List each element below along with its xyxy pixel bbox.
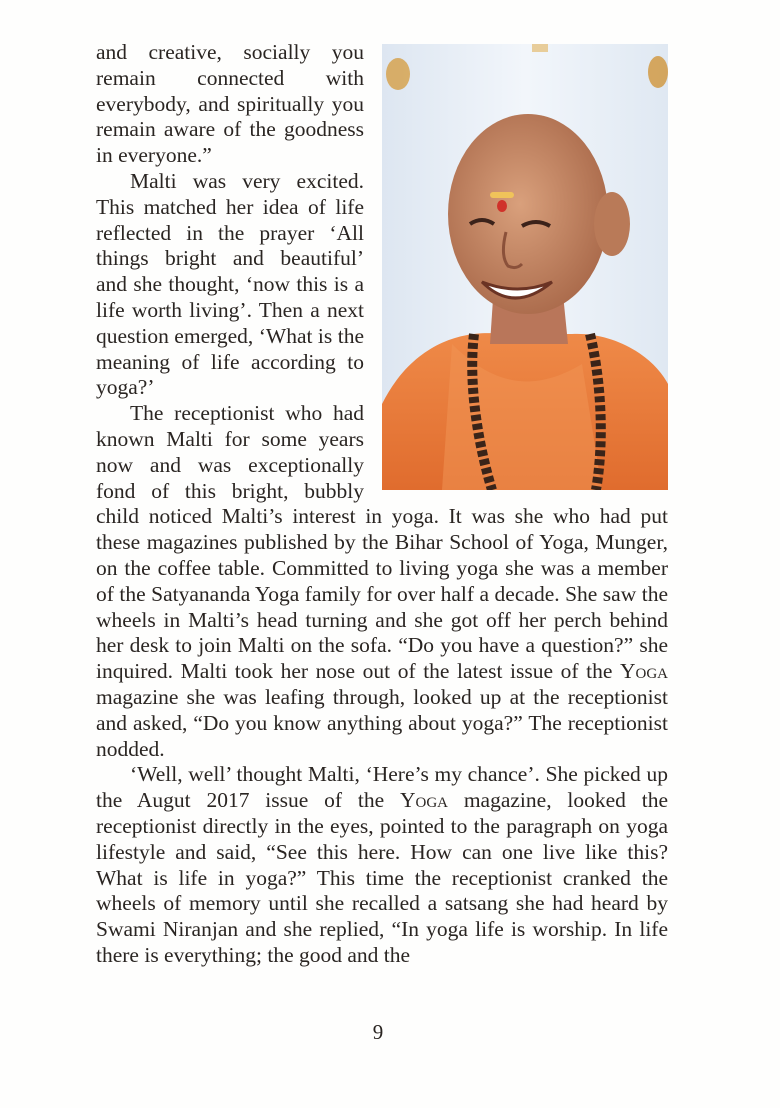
paragraph-4-part-2: magazine, looked the receptionist directly in the eyes, pointed to the paragraph on yoga lifestyle and said, “See this here. How can one live like this? What is life in yoga?” This time the receptionist cranked the wheels of memory until she recalled a satsang she had heard by Swami Niranjan and she replied, “In yoga life is worship. In life there is everything; the good and the	[96, 788, 669, 967]
paragraph-2: Malti was very excited. This matched her idea of life reflected in the prayer ‘All things bright and beautiful’ and she thought, ‘now this is a life worth living’. Then a next question emerged, ‘What is the meaning of life according to yoga?’	[96, 168, 364, 400]
page-number: 9	[372, 1020, 384, 1044]
paragraph-3-part-2: magazine she was leafing through, looked up at the receptionist and asked, “Do you know anything about yoga?” The receptionist nodded.	[96, 684, 668, 761]
portrait-photo	[382, 44, 668, 490]
smiling-swami-portrait-icon	[382, 44, 668, 490]
paragraph-4	[96, 762, 668, 968]
body-text	[96, 40, 668, 969]
paragraph-1: and creative, socially you remain connected with everybody, and spiritually you remain aware of the goodness in everyone.”	[96, 40, 364, 168]
paragraph-3-part-1: The receptionist who had known Malti for some years now and was exceptionally fond of this bright, bubbly child noticed Malti’s interest in yoga. It was she who had put these magazines published by the Bihar School of Yoga, Munger, on the coffee table. Committed to living yoga she was a member of the Satyananda Yoga family for over half a decade. She saw the wheels in Malti’s head turning and she got off her perch behind her desk to join Malti on the sofa. “Do you have a question?” she inquired. Malti took her nose out of the latest issue of the	[96, 401, 668, 684]
magazine-title: Yoga	[399, 788, 448, 813]
paragraph-4-part-1: ‘Well, well’ thought Malti, ‘Here’s my chance’. She picked up the Augut 2017 issue of the	[96, 762, 668, 813]
magazine-title: Yoga	[619, 659, 669, 684]
